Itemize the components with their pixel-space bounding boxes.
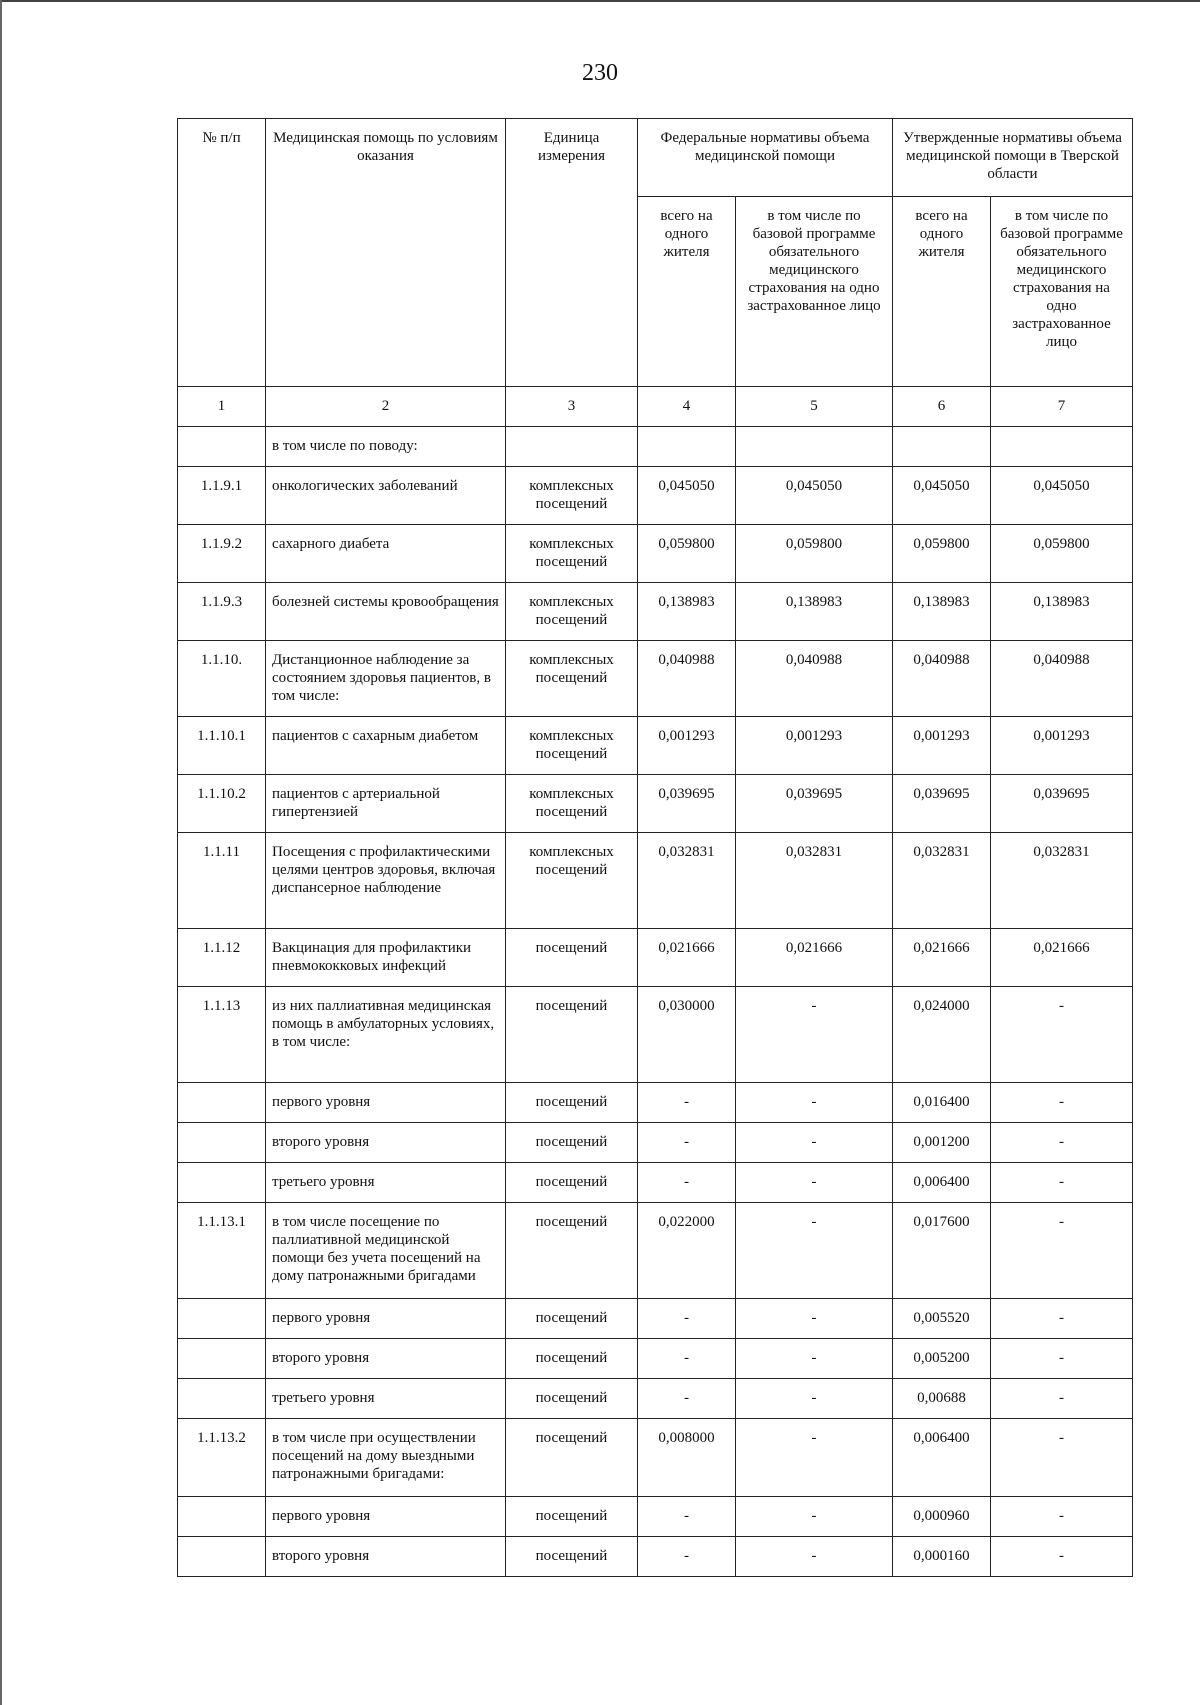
row-federal-per-resident: - xyxy=(638,1123,736,1163)
column-number: 6 xyxy=(893,387,991,427)
header-fed-per-insured: в том числе по базовой программе обязательного медицинского страхования на одно застрахованное лицо xyxy=(736,197,893,387)
row-unit: посещений xyxy=(506,1379,638,1419)
row-unit: комплексных посещений xyxy=(506,833,638,929)
row-federal-per-resident: - xyxy=(638,1537,736,1577)
row-federal-per-insured: 0,045050 xyxy=(736,467,893,525)
row-federal-per-insured: - xyxy=(736,1123,893,1163)
row-approved-per-resident: 0,001293 xyxy=(893,717,991,775)
table-row xyxy=(178,583,1133,641)
row-care-type: в том числе при осуществлении посещений на дому выездными патронажными бригадами: xyxy=(266,1419,506,1497)
table-row xyxy=(178,641,1133,717)
row-approved-per-insured: 0,059800 xyxy=(991,525,1133,583)
row-care-type: Дистанционное наблюдение за состоянием здоровья пациентов, в том числе: xyxy=(266,641,506,717)
row-care-type: первого уровня xyxy=(266,1497,506,1537)
table-row xyxy=(178,1497,1133,1537)
header-appr-per-resident: всего на одного жителя xyxy=(893,197,991,387)
row-number xyxy=(178,1123,266,1163)
row-approved-per-resident: 0,039695 xyxy=(893,775,991,833)
table-row xyxy=(178,1537,1133,1577)
header-approved-group: Утвержденные нормативы объема медицинской помощи в Тверской области xyxy=(893,119,1133,197)
row-number xyxy=(178,1339,266,1379)
row-federal-per-resident: - xyxy=(638,1379,736,1419)
header-fed-per-resident: всего на одного жителя xyxy=(638,197,736,387)
row-approved-per-insured: - xyxy=(991,1379,1133,1419)
table-row xyxy=(178,1123,1133,1163)
table-row xyxy=(178,1339,1133,1379)
row-approved-per-insured: - xyxy=(991,1339,1133,1379)
row-care-type: Вакцинация для профилактики пневмококковых инфекций xyxy=(266,929,506,987)
row-unit: посещений xyxy=(506,987,638,1083)
row-approved-per-resident: 0,00688 xyxy=(893,1379,991,1419)
header-col-care: Медицинская помощь по условиям оказания xyxy=(266,119,506,387)
table-row xyxy=(178,1203,1133,1299)
row-federal-per-insured: 0,032831 xyxy=(736,833,893,929)
header-appr-per-insured: в том числе по базовой программе обязательного медицинского страхования на одно застрахованное лицо xyxy=(991,197,1133,387)
row-approved-per-resident: 0,138983 xyxy=(893,583,991,641)
row-federal-per-resident: 0,021666 xyxy=(638,929,736,987)
row-federal-per-insured: 0,021666 xyxy=(736,929,893,987)
row-care-type: третьего уровня xyxy=(266,1379,506,1419)
row-approved-per-resident: 0,032831 xyxy=(893,833,991,929)
row-care-type: в том числе посещение по паллиативной медицинской помощи без учета посещений на дому патронажными бригадами xyxy=(266,1203,506,1299)
row-approved-per-resident: 0,000160 xyxy=(893,1537,991,1577)
table-row xyxy=(178,1379,1133,1419)
row-number xyxy=(178,427,266,467)
row-approved-per-resident: 0,045050 xyxy=(893,467,991,525)
row-approved-per-insured: - xyxy=(991,1163,1133,1203)
row-federal-per-insured xyxy=(736,427,893,467)
table-row xyxy=(178,929,1133,987)
table-row xyxy=(178,427,1133,467)
column-number: 3 xyxy=(506,387,638,427)
table-row xyxy=(178,833,1133,929)
table-row xyxy=(178,1163,1133,1203)
page-number: 230 xyxy=(582,60,618,86)
row-federal-per-insured: - xyxy=(736,1203,893,1299)
row-unit: посещений xyxy=(506,1083,638,1123)
row-care-type: первого уровня xyxy=(266,1083,506,1123)
row-care-type: онкологических заболеваний xyxy=(266,467,506,525)
row-unit: посещений xyxy=(506,1163,638,1203)
row-unit: посещений xyxy=(506,1299,638,1339)
row-unit: комплексных посещений xyxy=(506,525,638,583)
row-approved-per-insured: 0,138983 xyxy=(991,583,1133,641)
row-number: 1.1.9.2 xyxy=(178,525,266,583)
row-care-type: сахарного диабета xyxy=(266,525,506,583)
row-approved-per-resident: 0,001200 xyxy=(893,1123,991,1163)
row-federal-per-resident: 0,032831 xyxy=(638,833,736,929)
row-unit: комплексных посещений xyxy=(506,717,638,775)
row-unit: комплексных посещений xyxy=(506,467,638,525)
table-row xyxy=(178,1299,1133,1339)
row-federal-per-resident: 0,059800 xyxy=(638,525,736,583)
row-number: 1.1.9.3 xyxy=(178,583,266,641)
row-federal-per-insured: 0,039695 xyxy=(736,775,893,833)
row-number: 1.1.12 xyxy=(178,929,266,987)
row-federal-per-insured: 0,001293 xyxy=(736,717,893,775)
row-federal-per-insured: 0,040988 xyxy=(736,641,893,717)
row-approved-per-resident: 0,006400 xyxy=(893,1163,991,1203)
row-federal-per-resident: - xyxy=(638,1299,736,1339)
row-federal-per-resident: 0,138983 xyxy=(638,583,736,641)
row-approved-per-insured: - xyxy=(991,1419,1133,1497)
column-number: 2 xyxy=(266,387,506,427)
row-federal-per-insured: - xyxy=(736,987,893,1083)
row-approved-per-insured: - xyxy=(991,987,1133,1083)
row-unit: посещений xyxy=(506,929,638,987)
row-unit: комплексных посещений xyxy=(506,641,638,717)
row-approved-per-resident: 0,006400 xyxy=(893,1419,991,1497)
row-approved-per-insured: 0,032831 xyxy=(991,833,1133,929)
row-number: 1.1.10.1 xyxy=(178,717,266,775)
header-col-number: № п/п xyxy=(178,119,266,387)
row-federal-per-resident: 0,045050 xyxy=(638,467,736,525)
row-number: 1.1.11 xyxy=(178,833,266,929)
row-unit: посещений xyxy=(506,1537,638,1577)
table-row xyxy=(178,1083,1133,1123)
row-unit: посещений xyxy=(506,1339,638,1379)
row-federal-per-insured: - xyxy=(736,1537,893,1577)
row-approved-per-resident: 0,016400 xyxy=(893,1083,991,1123)
table-header xyxy=(178,119,1133,427)
row-care-type: пациентов с артериальной гипертензией xyxy=(266,775,506,833)
table-row xyxy=(178,775,1133,833)
row-care-type: второго уровня xyxy=(266,1123,506,1163)
row-care-type: в том числе по поводу: xyxy=(266,427,506,467)
column-number: 7 xyxy=(991,387,1133,427)
row-federal-per-resident xyxy=(638,427,736,467)
row-care-type: первого уровня xyxy=(266,1299,506,1339)
row-approved-per-resident: 0,059800 xyxy=(893,525,991,583)
row-approved-per-resident: 0,040988 xyxy=(893,641,991,717)
row-number: 1.1.9.1 xyxy=(178,467,266,525)
row-approved-per-insured: 0,040988 xyxy=(991,641,1133,717)
norms-table xyxy=(177,118,1133,1577)
row-number xyxy=(178,1083,266,1123)
row-federal-per-insured: 0,059800 xyxy=(736,525,893,583)
row-number: 1.1.13 xyxy=(178,987,266,1083)
table-row xyxy=(178,1419,1133,1497)
row-approved-per-insured xyxy=(991,427,1133,467)
column-number: 5 xyxy=(736,387,893,427)
row-approved-per-resident xyxy=(893,427,991,467)
row-unit: посещений xyxy=(506,1123,638,1163)
row-number xyxy=(178,1299,266,1339)
row-approved-per-resident: 0,021666 xyxy=(893,929,991,987)
scan-edge-top xyxy=(0,0,1200,2)
table-row xyxy=(178,987,1133,1083)
row-federal-per-insured: 0,138983 xyxy=(736,583,893,641)
row-federal-per-insured: - xyxy=(736,1339,893,1379)
row-unit: посещений xyxy=(506,1497,638,1537)
header-federal-group: Федеральные нормативы объема медицинской помощи xyxy=(638,119,893,197)
row-approved-per-resident: 0,005200 xyxy=(893,1339,991,1379)
row-federal-per-resident: - xyxy=(638,1163,736,1203)
row-number: 1.1.10. xyxy=(178,641,266,717)
row-care-type: второго уровня xyxy=(266,1537,506,1577)
row-care-type: пациентов с сахарным диабетом xyxy=(266,717,506,775)
row-approved-per-resident: 0,005520 xyxy=(893,1299,991,1339)
scan-edge-left xyxy=(0,0,2,1705)
table-row xyxy=(178,525,1133,583)
row-approved-per-insured: - xyxy=(991,1203,1133,1299)
row-care-type: Посещения с профилактическими целями центров здоровья, включая диспансерное наблюдение xyxy=(266,833,506,929)
row-approved-per-insured: - xyxy=(991,1123,1133,1163)
row-federal-per-resident: 0,022000 xyxy=(638,1203,736,1299)
column-number-row xyxy=(178,387,1133,427)
row-number xyxy=(178,1163,266,1203)
row-number xyxy=(178,1497,266,1537)
row-number: 1.1.13.1 xyxy=(178,1203,266,1299)
row-federal-per-insured: - xyxy=(736,1083,893,1123)
table-row xyxy=(178,717,1133,775)
row-approved-per-insured: - xyxy=(991,1497,1133,1537)
column-number: 4 xyxy=(638,387,736,427)
row-federal-per-resident: 0,001293 xyxy=(638,717,736,775)
row-federal-per-insured: - xyxy=(736,1497,893,1537)
table-body xyxy=(178,427,1133,1577)
row-unit xyxy=(506,427,638,467)
row-care-type: болезней системы кровообращения xyxy=(266,583,506,641)
header-col-unit: Единица измерения xyxy=(506,119,638,387)
row-approved-per-insured: - xyxy=(991,1537,1133,1577)
row-federal-per-insured: - xyxy=(736,1163,893,1203)
row-federal-per-resident: 0,039695 xyxy=(638,775,736,833)
row-unit: комплексных посещений xyxy=(506,583,638,641)
row-federal-per-resident: 0,040988 xyxy=(638,641,736,717)
column-number: 1 xyxy=(178,387,266,427)
row-approved-per-insured: 0,039695 xyxy=(991,775,1133,833)
row-approved-per-resident: 0,017600 xyxy=(893,1203,991,1299)
row-federal-per-resident: - xyxy=(638,1339,736,1379)
row-approved-per-insured: - xyxy=(991,1083,1133,1123)
row-approved-per-resident: 0,024000 xyxy=(893,987,991,1083)
row-approved-per-insured: 0,001293 xyxy=(991,717,1133,775)
row-approved-per-insured: - xyxy=(991,1299,1133,1339)
row-approved-per-insured: 0,021666 xyxy=(991,929,1133,987)
row-federal-per-insured: - xyxy=(736,1299,893,1339)
row-federal-per-resident: 0,008000 xyxy=(638,1419,736,1497)
row-federal-per-insured: - xyxy=(736,1379,893,1419)
row-unit: посещений xyxy=(506,1419,638,1497)
row-unit: комплексных посещений xyxy=(506,775,638,833)
row-approved-per-insured: 0,045050 xyxy=(991,467,1133,525)
row-number xyxy=(178,1537,266,1577)
row-care-type: из них паллиативная медицинская помощь в амбулаторных условиях, в том числе: xyxy=(266,987,506,1083)
row-federal-per-resident: 0,030000 xyxy=(638,987,736,1083)
row-number xyxy=(178,1379,266,1419)
row-number: 1.1.10.2 xyxy=(178,775,266,833)
row-federal-per-resident: - xyxy=(638,1083,736,1123)
row-federal-per-insured: - xyxy=(736,1419,893,1497)
row-unit: посещений xyxy=(506,1203,638,1299)
table-row xyxy=(178,467,1133,525)
row-care-type: третьего уровня xyxy=(266,1163,506,1203)
row-federal-per-resident: - xyxy=(638,1497,736,1537)
row-number: 1.1.13.2 xyxy=(178,1419,266,1497)
row-approved-per-resident: 0,000960 xyxy=(893,1497,991,1537)
row-care-type: второго уровня xyxy=(266,1339,506,1379)
